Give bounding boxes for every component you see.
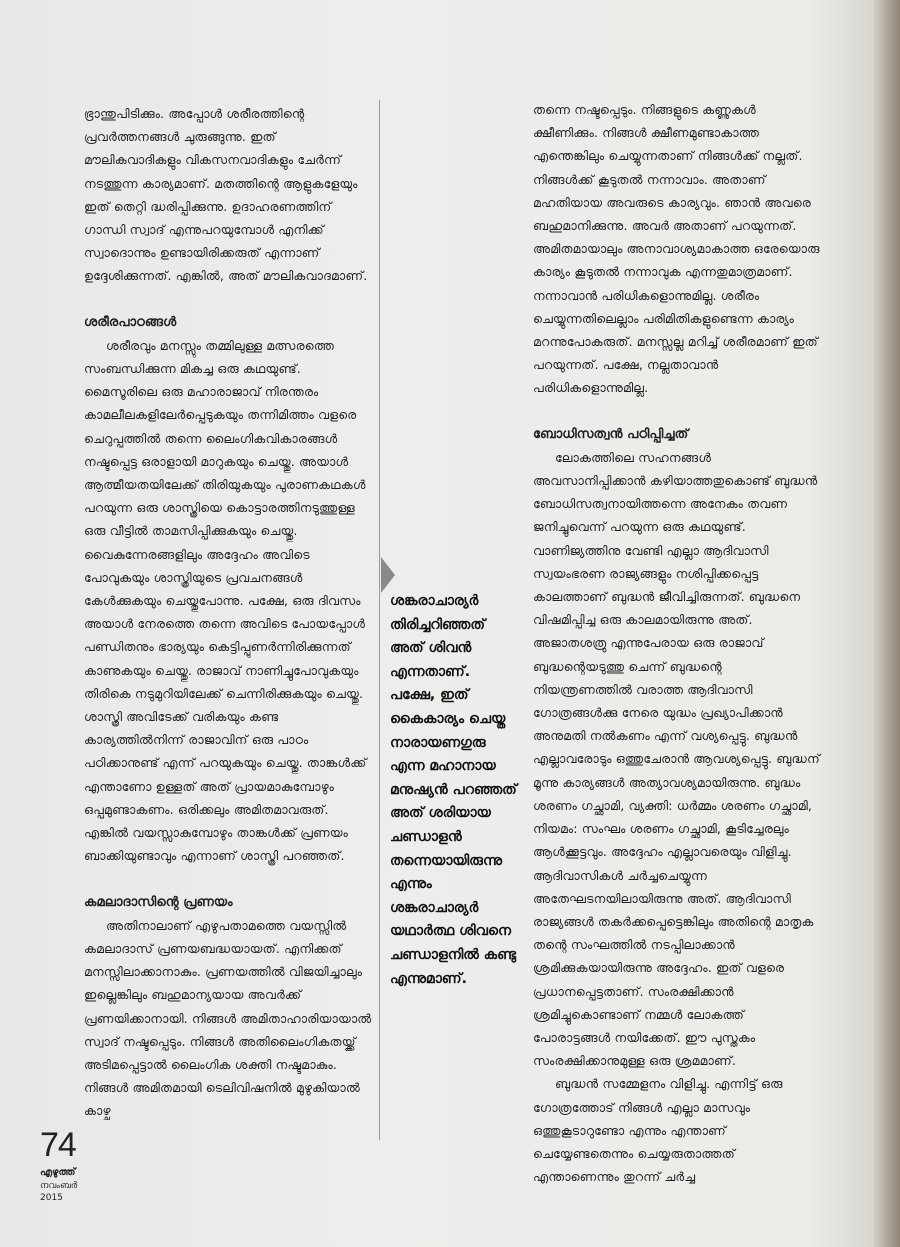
column-divider <box>379 100 380 1140</box>
magazine-name: എഴുത്ത് <box>40 1167 76 1178</box>
left-text-column <box>84 102 374 1123</box>
section-heading-kamala-das: കമലാദാസിന്റെ പ്രണയം <box>84 894 233 910</box>
left-para-3: അതിനാലാണ് എഴുപതാമത്തെ വയസ്സിൽ കമലാദാസ് പ്രണയബദ്ധയായത്. എനിക്കത് മനസ്സിലാക്കാനാകും. പ്രണയത്തിൽ വിജയിച്ചാലും ഇല്ലെങ്കിലും ബഹുമാന്യയായ അവർക്ക് പ്രണയിക്കാനായി. നിങ്ങൾ അമിതാഹാരിയായാൽ സ്വാദ് നഷ്ടപ്പെടും. നിങ്ങൾ അതിലൈംഗികതയ്ക്ക് അടിമപ്പെട്ടാൽ ലൈംഗിക ശക്തി നഷ്ടമാകും. നിങ്ങൾ അമിതമായി ടെലിവിഷനിൽ മുഴുകിയാൽ കാഴ്ച <box>84 917 372 1119</box>
left-para-2: ശരീരവും മനസ്സും തമ്മിലുള്ള മത്സരത്തെ സംബന്ധിക്കുന്ന മികച്ച ഒരു കഥയുണ്ട്. മൈസൂരിലെ ഒരു മഹാരാജാവ് നിരന്തരം കാമലീലകളിലേർപ്പെടുകയും തന്നിമിത്തം വളരെ ചെറുപ്പത്തിൽ തന്നെ ലൈംഗികവികാരങ്ങൾ നഷ്ടപ്പെട്ട ഒരാളായി മാറുകയും ചെയ്തു. അയാൾ ആത്മീയതയിലേക്ക് തിരിയുകയും പുരാണകഥകൾ പറയുന്ന ഒരു ശാസ്ത്രിയെ കൊട്ടാരത്തിനടുത്തുള്ള ഒരു വീട്ടിൽ താമസിപ്പിക്കുകയും ചെയ്തു. വൈകുന്നേരങ്ങളിലും അദ്ദേഹം അവിടെ പോവുകയും ശാസ്ത്രിയുടെ പ്രവചനങ്ങൾ കേൾക്കുകയും ചെയ്തുപോന്നു. പക്ഷേ, ഒരു ദിവസം അയാൾ നേരത്തെ തന്നെ അവിടെ പോയപ്പോൾ പണ്ഡിതനും ഭാര്യയും കെട്ടിപ്പുണർന്നിരിക്കുന്നത് കാണുകയും ചെയ്തു. രാജാവ് നാണിച്ചുപോവുകയും തിരികെ നടുമുറിയിലേക്ക് ചെന്നിരിക്കുകയും ചെയ്തു. ശാസ്ത്രി അവിടേക്ക് വരികയും കണ്ട കാര്യത്തിൽനിന്ന് രാജാവിന് ഒരു പാഠം പഠിക്കാനുണ്ട് എന്ന് പറയുകയും ചെയ്തു. താങ്കൾക്ക് എന്താണോ ഉള്ളത് അത് പ്രായമാകുമ്പോഴും ഒപ്പമുണ്ടാകണം. ഒരിക്കലും അമിതമാവരുത്. എങ്കിൽ വയസ്സാകുമ്പോഴും താങ്കൾക്ക് പ്രണയം ബാക്കിയുണ്ടാവും എന്നാണ് ശാസ്ത്രി പറഞ്ഞത്. <box>84 337 367 864</box>
section-heading-bodhisattva: ബോധിസത്വൻ പഠിപ്പിച്ചത് <box>533 426 689 442</box>
page-folio <box>40 1128 100 1204</box>
page-spine-shadow <box>874 0 900 1247</box>
pull-quote: ശങ്കരാചാര്യർ തിരിച്ചറിഞ്ഞത് അത് ശിവൻ എന്നതാണ്. പക്ഷേ, ഇത് കൈകാര്യം ചെയ്ത നാരായണഗുരു എന്ന മഹാനായ മനുഷ്യൻ പറഞ്ഞത് അത് ശരിയായ ചണ്ഡാളൻ തന്നെയായിരുന്നു എന്നും ശങ്കരാചാര്യർ യഥാർത്ഥ ശിവനെ ചണ്ഡാളനിൽ കണ്ടു എന്നുമാണ്. <box>390 593 517 987</box>
issue-month: നവംബർ <box>40 1181 78 1191</box>
section-heading-body-lessons: ശരീരപാഠങ്ങൾ <box>84 314 177 330</box>
right-para-3: ബുദ്ധൻ സമ്മേളനം വിളിച്ചു. എന്നിട്ട് ഒരു ഗോത്രത്തോട് നിങ്ങൾ എല്ലാ മാസവും ഒത്തുകൂടാറുണ്ടോ എന്നും എന്താണ് ചെയ്യേണ്ടതെന്നും ചെയ്യരുതാത്തത് എന്താണെന്നും തുറന്ന് ചർച്ച <box>533 1076 783 1185</box>
right-text-column <box>533 98 823 1188</box>
right-para-2: ലോകത്തിലെ സഹനങ്ങൾ അവസാനിപ്പിക്കാൻ കഴിയാത്തതുകൊണ്ട് ബുദ്ധൻ ബോധിസത്വനായിത്തന്നെ അനേകം തവണ ജനിച്ചുവെന്ന് പറയുന്ന ഒരു കഥയുണ്ട്. വാണിജ്യത്തിനു വേണ്ടി എല്ലാ ആദിവാസി സ്വയംഭരണ രാജ്യങ്ങളും നശിപ്പിക്കപ്പെട്ട കാലത്താണ് ബുദ്ധൻ ജീവിച്ചിരുന്നത്. ബുദ്ധനെ വിഷമിപ്പിച്ച ഒരു കാലമായിരുന്നു അത്. അജാതശത്രു എന്നുപേരായ ഒരു രാജാവ് ബുദ്ധന്റെയടുത്തു ചെന്ന് ബുദ്ധന്റെ നിയന്ത്രണത്തിൽ വരാത്ത ആദിവാസി ഗോത്രങ്ങൾക്കു നേരെ യുദ്ധം പ്രഖ്യാപിക്കാൻ അനുമതി നൽകണം എന്ന് വശ്യപ്പെട്ടു. ബുദ്ധൻ എല്ലാവരോടും ഒത്തുചേരാൻ ആവശ്യപ്പെട്ടു. ബുദ്ധന് മൂന്നു കാര്യങ്ങൾ അത്യാവശ്യമായിരുന്നു. ബുദ്ധം ശരണം ഗച്ഛാമി, വ്യക്തി: ധർമ്മം ശരണം ഗച്ഛാമി, നിയമം: സംഘം ശരണം ഗച്ഛാമി, കൂടിച്ചേരലും ആൾക്കൂട്ടവും. അദ്ദേഹം എല്ലാവരെയും വിളിച്ചു. ആദിവാസികൾ ചർച്ചചെയ്യുന്ന അതേഘടനയിലായിരുന്നു അത്. ആദിവാസി രാജ്യങ്ങൾ തകർക്കപ്പെട്ടെങ്കിലും അതിന്റെ മാതൃക തന്റെ സംഘത്തിൽ നടപ്പിലാക്കാൻ ശ്രമിക്കുകയായിരുന്നു അദ്ദേഹം. ഇത് വളരെ പ്രധാനപ്പെട്ടതാണ്. സംരക്ഷിക്കാൻ ശ്രമിച്ചുകൊണ്ടാണ് നമ്മൾ ലോകത്ത് പോരാട്ടങ്ങൾ നയിക്കേത്. ഈ പുസ്തകം സംരക്ഷിക്കാനുമുള്ള ഒരു ശ്രമമാണ്. <box>533 449 820 1069</box>
issue-year: 2015 <box>40 1193 63 1203</box>
pull-quote-arrow-icon <box>381 557 395 593</box>
right-para-1: തന്നെ നഷ്ടപ്പെടും. നിങ്ങളുടെ കണ്ണുകൾ ക്ഷീണിക്കും. നിങ്ങൾ ക്ഷീണമുണ്ടാകാത്ത എന്തെങ്കിലും ചെയ്യുന്നതാണ് നിങ്ങൾക്ക് നല്ലത്. നിങ്ങൾക്ക് കൂടുതൽ നന്നാവാം. അതാണ് മഹതിയായ അവരുടെ കാര്യവും. ഞാൻ അവരെ ബഹുമാനിക്കുന്നു. അവർ അതാണ് പറയുന്നത്. അമിതമായാലും അനാവാശ്യമാകാത്ത ഒരേയൊരു കാര്യം കൂടുതൽ നന്നാവുക എന്നതുമാത്രമാണ്. നന്നാവാൻ പരിധികളൊന്നുമില്ല. ശരീരം ചെയ്യുന്നതിലെല്ലാം പരിമിതികളുണ്ടെന്ന കാര്യം മറന്നുപോകരുത്. മനസ്സല്ല മറിച്ച് ശരീരമാണ് ഇത് പറയുന്നത്. പക്ഷേ, നല്ലതാവാൻ പരിധികളൊന്നുമില്ല. <box>533 102 820 396</box>
page-number: 74 <box>40 1126 76 1164</box>
left-para-1: ഭ്രാന്തുപിടിക്കും. അപ്പോൾ ശരീരത്തിന്റെ പ്രവർത്തനങ്ങൾ ചുരുങ്ങുന്നു. ഇത് മൗലികവാദികളും വികസനവാദികളും ചേർന്ന് നടത്തുന്ന കാര്യമാണ്. മതത്തിന്റെ ആളുകളേയും ഇത് തെറ്റി ദ്ധരിപ്പിക്കുന്നു. ഉദാഹരണത്തിന് ഗാന്ധി സ്വാദ് എന്നുപറയുമ്പോൾ എനിക്ക് സ്വാദൊന്നും ഉണ്ടായിരിക്കരുത് എന്നാണ് ഉദ്ദേശിക്കുന്നത്. എങ്കിൽ, അത് മൗലികവാദമാണ്. <box>84 106 368 284</box>
